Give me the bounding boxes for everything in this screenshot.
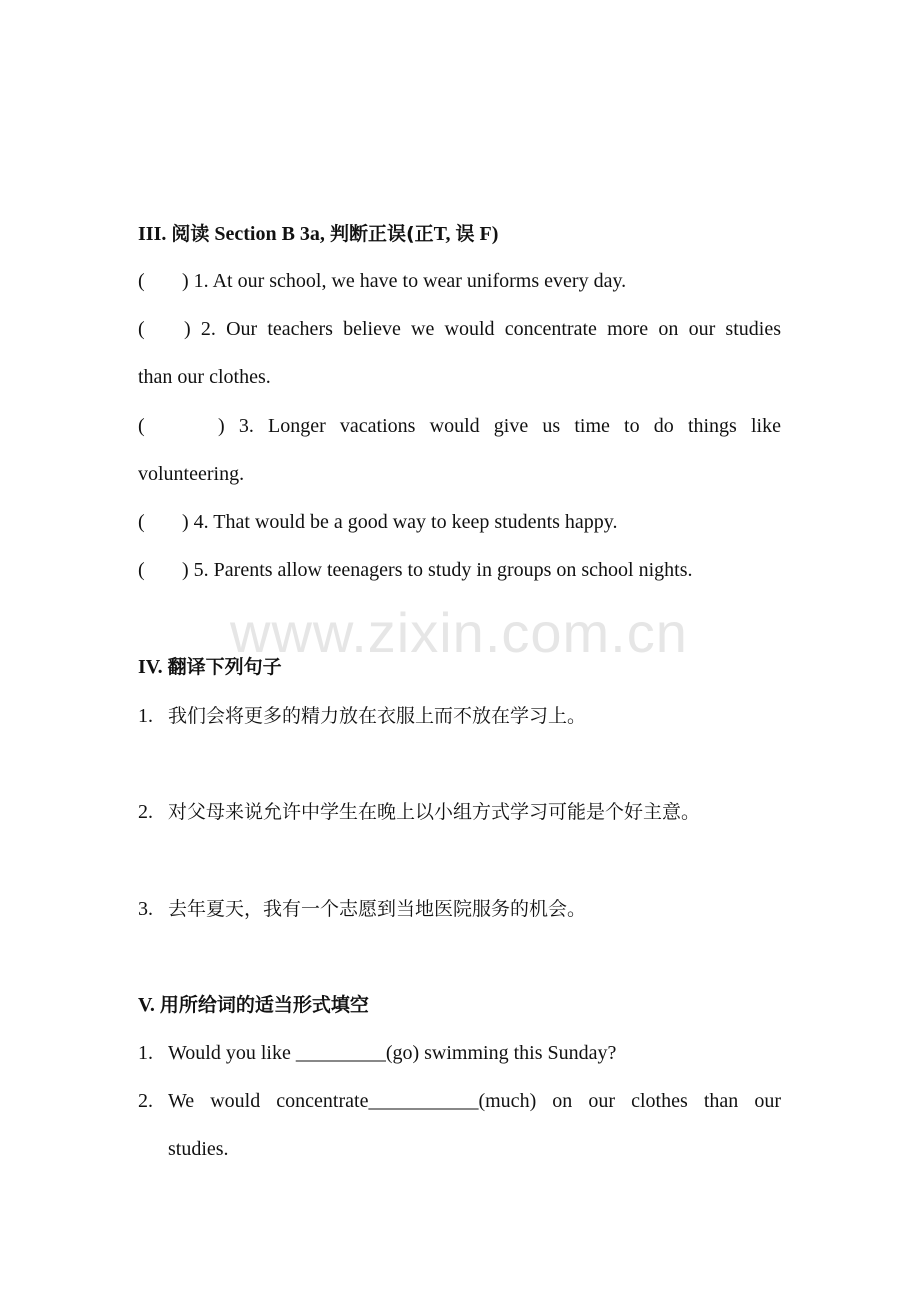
section-5-number: V. bbox=[138, 994, 155, 1016]
tf-question-2-continuation: than our clothes. bbox=[138, 366, 271, 388]
answer-bracket-1[interactable]: ( bbox=[138, 270, 145, 292]
fill-item-1-before: Would you like bbox=[168, 1042, 296, 1064]
fill-item-2 bbox=[138, 1088, 781, 1114]
tf-question-1 bbox=[138, 268, 626, 294]
section-3-heading bbox=[138, 221, 498, 247]
watermark: www.zixin.com.cn bbox=[230, 601, 688, 664]
answer-bracket-close-4: ) bbox=[182, 511, 189, 533]
section-5-heading bbox=[138, 992, 369, 1018]
fill-item-1-after: (go) swimming this Sunday? bbox=[385, 1042, 617, 1064]
translate-item-2-text: 对父母来说允许中学生在晚上以小组方式学习可能是个好主意。 bbox=[168, 801, 701, 823]
fill-item-1-number: 1. bbox=[138, 1042, 153, 1064]
tf-question-3-continuation: volunteering. bbox=[138, 463, 245, 485]
answer-bracket-close-1: ) bbox=[182, 270, 189, 292]
tf-question-5-text: 5. Parents allow teenagers to study in groups on school nights. bbox=[193, 559, 693, 581]
fill-item-1 bbox=[138, 1040, 616, 1066]
answer-bracket-5[interactable]: ( bbox=[138, 559, 145, 581]
answer-bracket-4[interactable]: ( bbox=[138, 511, 145, 533]
translate-item-1-number: 1. bbox=[138, 705, 153, 727]
tf-question-1-text: 1. At our school, we have to wear uniforms every day. bbox=[193, 270, 627, 292]
tf-question-3 bbox=[138, 413, 781, 439]
tf-question-2 bbox=[138, 316, 781, 342]
translate-item-2 bbox=[138, 799, 700, 825]
section-5-title: 用所给词的适当形式填空 bbox=[159, 994, 369, 1016]
section-4-title: 翻译下列句子 bbox=[167, 656, 282, 678]
translate-item-3-number: 3. bbox=[138, 898, 153, 920]
fill-item-1-blank[interactable]: _________ bbox=[295, 1042, 386, 1064]
translate-item-3-text: 去年夏天，我有一个志愿到当地医院服务的机会。 bbox=[168, 898, 587, 920]
section-3-title-t: T, bbox=[433, 223, 451, 245]
section-3-title-cn-1: 阅读 bbox=[171, 223, 210, 245]
answer-bracket-3[interactable]: ( bbox=[138, 415, 145, 437]
section-4-heading bbox=[138, 654, 282, 680]
fill-item-2-before: We would concentrate bbox=[168, 1090, 369, 1112]
tf-question-4 bbox=[138, 509, 617, 535]
translate-item-2-number: 2. bbox=[138, 801, 153, 823]
translate-item-3 bbox=[138, 896, 586, 922]
section-3-number: III. bbox=[138, 223, 167, 245]
tf-question-3-text: 3. Longer vacations would give us time to do things like bbox=[238, 415, 781, 437]
fill-item-2-number: 2. bbox=[138, 1090, 153, 1112]
tf-question-5 bbox=[138, 557, 693, 583]
fill-item-2-line bbox=[168, 1088, 781, 1114]
fill-item-2-blank[interactable]: ___________ bbox=[368, 1090, 479, 1112]
fill-item-2-after: (much) on our clothes than our bbox=[478, 1090, 781, 1112]
answer-bracket-close-3: ) bbox=[218, 415, 225, 437]
section-3-title-cn-2: 判断正误(正 bbox=[329, 223, 434, 245]
answer-bracket-2[interactable]: ( bbox=[138, 318, 145, 340]
section-3-title-section: Section B 3a, bbox=[214, 223, 325, 245]
section-4-number: IV. bbox=[138, 656, 163, 678]
answer-bracket-close-5: ) bbox=[182, 559, 189, 581]
fill-item-2-continuation: studies. bbox=[168, 1138, 229, 1160]
translate-item-1-text: 我们会将更多的精力放在衣服上而不放在学习上。 bbox=[168, 705, 587, 727]
translate-item-1 bbox=[138, 703, 586, 729]
section-3-title-cn-3: 误 bbox=[455, 223, 475, 245]
tf-question-4-text: 4. That would be a good way to keep students happy. bbox=[193, 511, 618, 533]
section-3-title-f: F) bbox=[479, 223, 499, 245]
tf-question-2-text: 2. Our teachers believe we would concentrate more on our studies bbox=[200, 318, 781, 340]
answer-bracket-close-2: ) bbox=[184, 318, 191, 340]
